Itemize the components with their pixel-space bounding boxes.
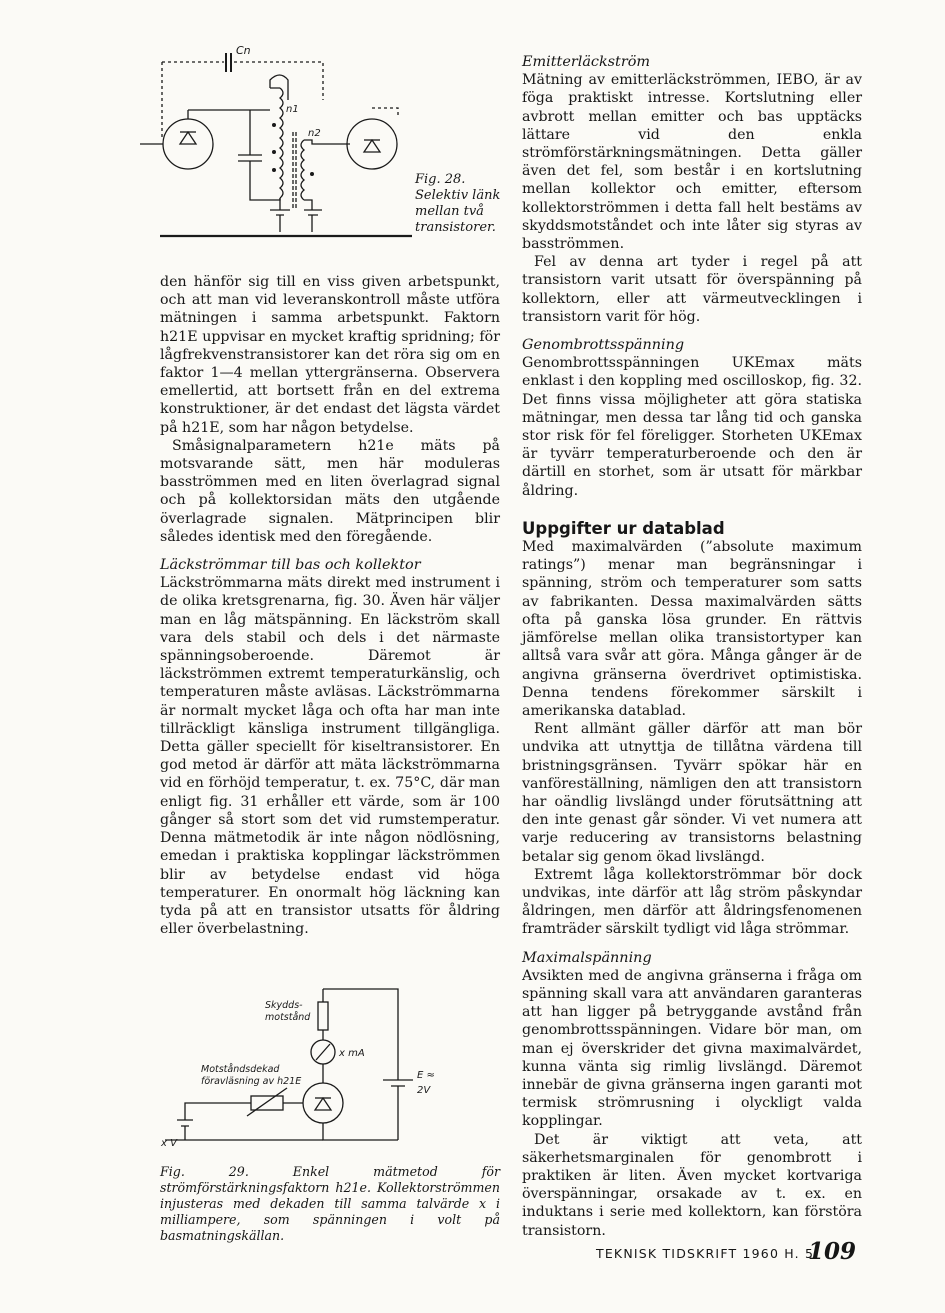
fig29-label-dekad1: Motståndsdekad bbox=[201, 1064, 280, 1075]
figure-29-caption: Fig. 29. Enkel mätmetod för strömförstärkningsfaktorn h21e. Kollektorströmmen injusteras med dekaden till samma talvärde x i milliampere, som spänningen i volt på basmatningskällan. bbox=[160, 1164, 500, 1243]
fig29-label-e1: E ≈ bbox=[417, 1070, 435, 1081]
heading-genombrottsspanning: Genombrottsspänning bbox=[522, 337, 685, 354]
right-paragraph-7: Avsikten med de angivna gränserna i fråga om spänning skall vara att användaren garanteras att han ligger på betryggande avstånd från genombrottsspänningen. Vidare bör man, om man ej överskrider det givna maximalvärdet, kunna vänta sig rimlig livslängd. Däremot innebär de givna gränserna ingen garanti mot termisk strömrusning i olyckligt valda kopplingar. bbox=[522, 967, 862, 1130]
right-paragraph-6: Extremt låga kollektorströmmar bör dock undvikas, inte därför att låg ström påskyndar åldringen, men därför att åldringsfenomenen framträder särskilt tydligt vid låga strömmar. bbox=[522, 866, 862, 938]
right-paragraph-5: Rent allmänt gäller därför att man bör undvika att utnyttja de tillåtna värdena till bristningsgränsen. Tyvärr spökar här en vanföreställning, nämligen den att transistorn har oändlig livslängd under förutsättning att den inte genast går sönder. Vi vet numera att varje reducering av transistorns belastning betalar sig genom ökad livslängd. bbox=[522, 721, 862, 865]
left-paragraph-3: Läckströmmarna mäts direkt med instrument i de olika kretsgrenarna, fig. 30. Även här väljer man en låg mätspänning. En läckström skall vara dels stabil och dels i det närmaste spänningsoberoende. Däremot är läckströmmen extremt temperaturkänslig, och temperaturen måste avläsas. Läckströmmarna är normalt mycket låga och ofta har man inte tillräckligt känsliga instrument tillgängliga. Detta gäller speciellt för kiseltransistorer. En god metod är därför att mäta läckströmmarna vid en förhöjd temperatur, t. ex. 75°C, där man enligt fig. 31 erhåller ett värde, som är 100 gånger så stort som det vid rumstemperatur. Denna mätmetodik är inte någon nödlösning, emedan i praktiska kopplingar läckströmmen blir av betydelse endast vid höga temperaturer. En onormalt hög läckning kan tyda på att en transistor utsatts för åldring eller överbelastning. bbox=[160, 575, 500, 938]
figure-28-diagram bbox=[140, 40, 415, 245]
heading-maximalspanning: Maximalspänning bbox=[522, 949, 652, 966]
fig29-label-skydd2: motstånd bbox=[265, 1012, 311, 1023]
fig29-label-dekad2: föravläsning av h21E bbox=[201, 1076, 302, 1087]
left-paragraph-2: Småsignalparametern h21e mäts på motsvarande sätt, men här moduleras basströmmen med en liten överlagrad signal och på kollektorsidan mäts den utgående överlagrade signalen. Mätprincipen blir således identisk med den föregående. bbox=[160, 437, 500, 545]
left-paragraph-1: den hänför sig till en viss given arbetspunkt, och att man vid leveranskontroll måste utföra mätningen i samma arbetspunkt. Faktorn h21E uppvisar en mycket kraftig spridning; för lågfrekvenstransistorer kan det röra sig om en faktor 1—4 mellan yttergränserna. Observera emellertid, att bortsett från en del extrema konstruktioner, är det endast det lägsta värdet på h21E, som har någon betydelse. bbox=[160, 274, 500, 436]
right-paragraph-4: Med maximalvärden (”absolute maximum ratings”) menar man begränsningar i spänning, ström och temperaturer som satts av fabrikanten. Dessa maximalvärden sätts ofta på ganska lösa grunder. En rättvis jämförelse mellan olika transistortyper kan alltså vara svår att göra. Många gånger är de angivna gränserna överdrivet optimistiska. Denna tendens förekommer särskilt i amerikanska datablad. bbox=[522, 539, 862, 719]
left-column bbox=[160, 273, 500, 938]
heading-emitterlackstrom: Emitterläckström bbox=[522, 54, 651, 70]
right-paragraph-1: Mätning av emitterläckströmmen, IEBO, är av föga praktiskt intresse. Kortslutning eller avbrott mellan emitter och bas upptäcks lättare vid den enkla strömförstärkningsmätningen. Detta gäller även det fel, som består i en kortslutning mellan kollektor och emitter, eftersom kollektorströmmen i detta fall helt bestäms av skyddsmotståndet och inte låter sig styras av basströmmen. bbox=[522, 72, 862, 253]
fig29-label-meter: x mA bbox=[339, 1048, 365, 1059]
figure-29-diagram bbox=[155, 980, 455, 1155]
heading-lackstrommar: Läckströmmar till bas och kollektor bbox=[160, 557, 421, 574]
page-number: 109 bbox=[808, 1238, 857, 1265]
right-paragraph-8: Det är viktigt att veta, att säkerhetsmarginalen för genombrott i praktiken är liten. Även mycket kortvariga överspänningar, orsakade av t. ex. en induktans i serie med kollektorn, kan förstöra transistorn. bbox=[522, 1131, 862, 1239]
right-column bbox=[522, 53, 862, 1240]
right-paragraph-3: Genombrottsspänningen UKEmax mäts enklast i den koppling med oscilloskop, fig. 32. Det finns vissa möjligheter att göra statiska mätningar, men dessa tar lång tid och ganska stor risk för fel föreligger. Storheten UKEmax är tyvärr temperaturberoende och den är därtill en storhet, som är utsatt för märkbar åldring. bbox=[522, 355, 862, 499]
fig28-label-n1: n1 bbox=[286, 104, 299, 115]
fig28-label-cn: Cn bbox=[236, 44, 251, 57]
heading-uppgifter-ur-datablad: Uppgifter ur datablad bbox=[522, 518, 725, 538]
fig29-label-skydd: Skydds- bbox=[265, 1000, 303, 1011]
right-paragraph-2: Fel av denna art tyder i regel på att transistorn varit utsatt för överspänning på kollektorn, eller att värmeutvecklingen i transistorn varit för hög. bbox=[522, 254, 862, 325]
figure-28-caption: Fig. 28. Selektiv länk mellan två transistorer. bbox=[415, 172, 501, 235]
fig29-label-e2: 2V bbox=[417, 1085, 431, 1096]
fig29-label-xv: x V bbox=[161, 1138, 177, 1149]
fig28-label-n2: n2 bbox=[308, 128, 321, 139]
journal-footer: TEKNISK TIDSKRIFT 1960 H. 5 bbox=[596, 1246, 815, 1261]
